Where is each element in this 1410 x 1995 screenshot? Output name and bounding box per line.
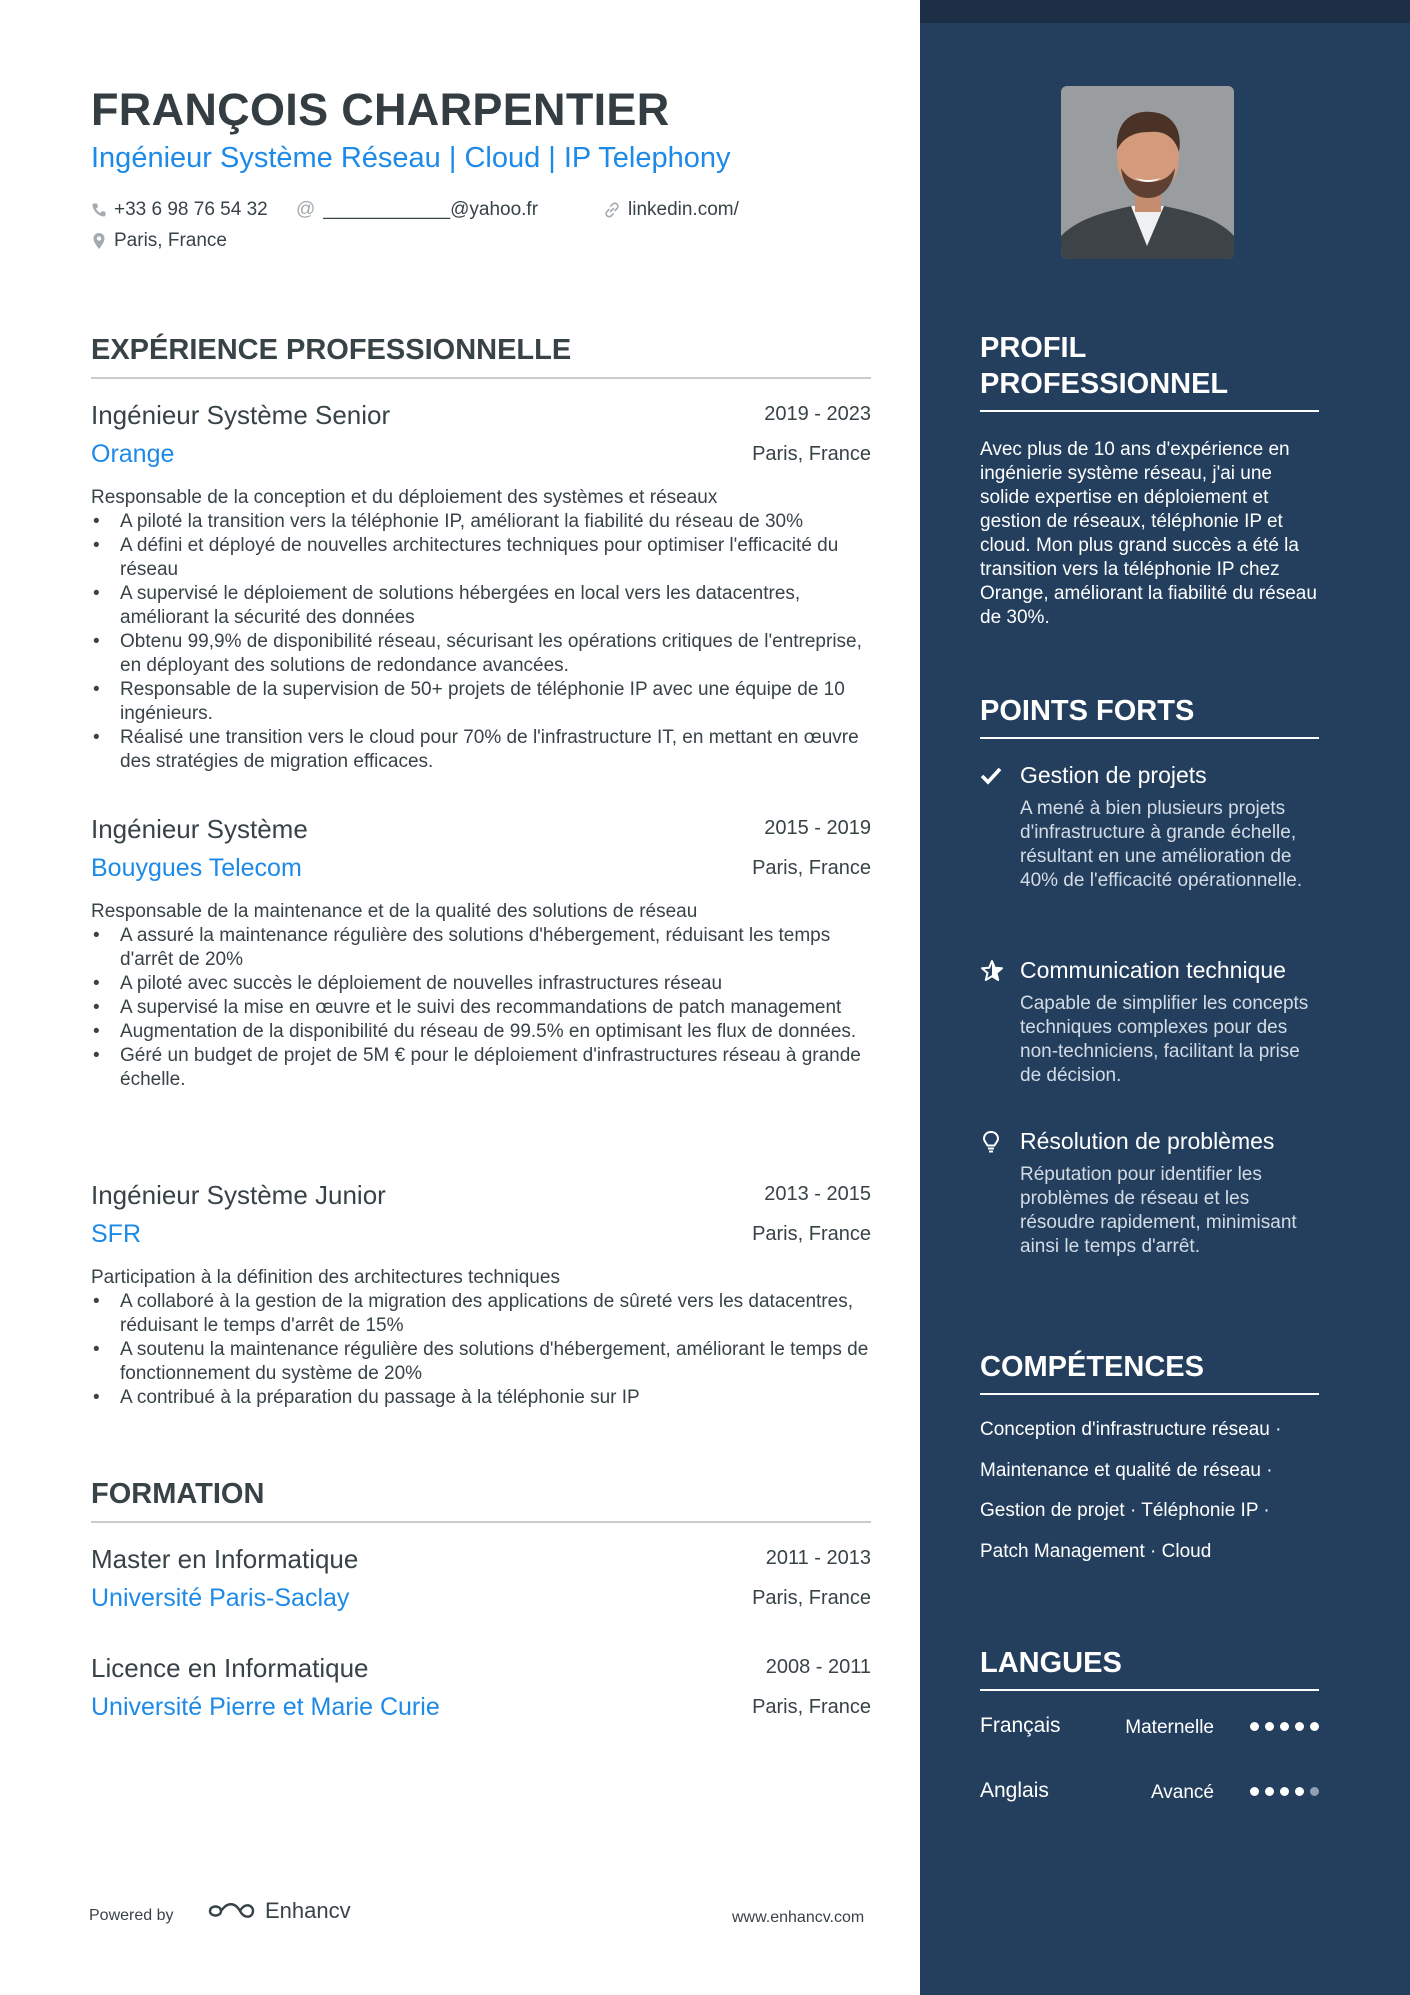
job-bullet: • Obtenu 99,9% de disponibilité réseau, sécurisant les opérations critiques de l'entreprise, en déployant des solutions de redondance avancées. [91,630,871,678]
degree-title: Licence en Informatique [91,1653,369,1683]
job-location: Paris, France [752,1223,871,1245]
profile-text: Avec plus de 10 ans d'expérience en ingénierie système réseau, j'ai une solide expertise en déploiement et gestion de réseaux, téléphonie IP et cloud. Mon plus grand succès a été la transition vers la téléphonie IP chez Orange, améliorant la fiabilité du réseau de 30%. [980,439,1317,628]
email-address[interactable]: ____________@yahoo.fr [323,199,539,220]
strength-description: Réputation pour identifier les problèmes de réseau et les résoudre rapidement, minimisant ainsi le temps d'arrêt. [1020,1164,1297,1257]
skills-line: Maintenance et qualité de réseau · [980,1460,1273,1481]
strength-item [980,1128,1325,1259]
star-icon [980,959,1004,983]
job-summary: Responsable de la maintenance et de la qualité des solutions de réseau [91,901,698,922]
skills-section-title: COMPÉTENCES [980,1349,1319,1395]
strength-title: Résolution de problèmes [1020,1128,1275,1154]
job-dates: 2015 - 2019 [764,817,871,839]
job-entry [91,1180,871,1410]
job-title: Ingénieur Système Senior [91,400,391,430]
skills-line: Conception d'infrastructure réseau · [980,1419,1282,1440]
contact-location [91,230,227,252]
job-bullet: • A collaboré à la gestion de la migration des applications de sûreté vers les datacentres, réduisant le temps d'arrêt de 15% [91,1290,871,1338]
job-bullets [91,1290,871,1410]
contact-phone [91,199,268,221]
job-dates: 2013 - 2015 [764,1183,871,1205]
rating-dot-empty [1310,1787,1319,1796]
job-bullet: • A contribué à la préparation du passage à la téléphonie sur IP [91,1386,871,1410]
language-item [980,1714,1319,1744]
strength-description: A mené à bien plusieurs projets d'infrastructure à grande échelle, résultant en une amélioration de 40% de l'efficacité opérationnelle. [1020,798,1303,891]
job-bullets [91,510,871,774]
job-entry [91,814,871,1092]
language-rating [1244,1722,1319,1731]
education-location: Paris, France [752,1696,871,1718]
at-icon: @ [296,199,316,220]
candidate-name: FRANÇOIS CHARPENTIER [91,84,670,135]
rating-dot-filled [1280,1722,1289,1731]
rating-dot-filled [1295,1787,1304,1796]
phone-number: +33 6 98 76 54 32 [114,199,268,220]
footer-url[interactable]: www.enhancv.com [732,1909,865,1926]
strength-title: Communication technique [1020,957,1286,983]
profile-photo [1061,86,1234,259]
school-name[interactable]: Université Paris-Saclay [91,1584,350,1612]
job-bullet: • Augmentation de la disponibilité du réseau de 99.5% en optimisant les flux de données. [91,1020,871,1044]
job-summary: Participation à la définition des architectures techniques [91,1267,560,1288]
education-location: Paris, France [752,1587,871,1609]
job-bullets [91,924,871,1092]
language-level: Maternelle [1125,1717,1214,1738]
degree-title: Master en Informatique [91,1544,359,1574]
link-icon [603,201,621,219]
location-pin-icon [91,232,107,250]
rating-dot-filled [1295,1722,1304,1731]
brand-name: Enhancv [265,1898,351,1923]
languages-section-title: LANGUES [980,1645,1319,1691]
job-location: Paris, France [752,443,871,465]
skills-line: Gestion de projet · Téléphonie IP · [980,1500,1270,1521]
strength-item [980,957,1325,1088]
language-level: Avancé [1150,1782,1214,1803]
strength-description: Capable de simplifier les concepts techniques complexes pour des non-techniciens, facilitant la prise de décision. [1020,993,1309,1086]
education-dates: 2011 - 2013 [765,1547,871,1569]
job-company[interactable]: Orange [91,440,175,468]
language-name: Anglais [980,1779,1049,1802]
job-entry [91,400,871,774]
rating-dot-filled [1250,1787,1259,1796]
strengths-section-title: POINTS FORTS [980,693,1319,739]
lightbulb-icon [980,1130,1002,1154]
checkmark-icon [980,766,1002,786]
job-bullet: • A supervisé la mise en œuvre et le suivi des recommandations de patch management [91,996,871,1020]
skills-line: Patch Management · Cloud [980,1541,1212,1562]
job-bullet: • A supervisé le déploiement de solutions hébergées en local vers les datacentres, améliorant la sécurité des données [91,582,871,630]
job-bullet: • A piloté avec succès le déploiement de nouvelles infrastructures réseau [91,972,871,996]
rating-dot-filled [1265,1722,1274,1731]
school-name[interactable]: Université Pierre et Marie Curie [91,1693,440,1721]
candidate-role: Ingénieur Système Réseau | Cloud | IP Telephony [91,142,731,174]
contact-email[interactable] [296,199,538,221]
education-dates: 2008 - 2011 [765,1656,871,1678]
job-bullet: • A piloté la transition vers la téléphonie IP, améliorant la fiabilité du réseau de 30% [91,510,871,534]
strength-item [980,762,1325,893]
education-entry [91,1653,871,1733]
rating-dot-filled [1310,1722,1319,1731]
language-rating [1244,1787,1319,1796]
job-dates: 2019 - 2023 [764,403,871,425]
phone-icon [91,202,107,218]
education-section-title: FORMATION [91,1478,871,1523]
experience-section-title: EXPÉRIENCE PROFESSIONNELLE [91,334,871,379]
location-text: Paris, France [114,230,227,251]
job-bullet: • Réalisé une transition vers le cloud pour 70% de l'infrastructure IT, en mettant en œuvre des stratégies de migration efficaces. [91,726,871,774]
job-company[interactable]: Bouygues Telecom [91,854,302,882]
brand-logo[interactable] [207,1898,351,1924]
enhancv-logo-icon [207,1898,255,1924]
job-bullet: • A soutenu la maintenance régulière des solutions d'hébergement, améliorant le temps de fonctionnement du système de 20% [91,1338,871,1386]
job-bullet: • A défini et déployé de nouvelles architectures techniques pour optimiser l'efficacité du réseau [91,534,871,582]
job-title: Ingénieur Système Junior [91,1180,386,1210]
rating-dot-filled [1265,1787,1274,1796]
job-bullet: • A assuré la maintenance régulière des solutions d'hébergement, réduisant les temps d'arrêt de 20% [91,924,871,972]
job-bullet: • Géré un budget de projet de 5M € pour le déploiement d'infrastructures réseau à grande échelle. [91,1044,871,1092]
job-bullet: • Responsable de la supervision de 50+ projets de téléphonie IP avec une équipe de 10 ingénieurs. [91,678,871,726]
rating-dot-filled [1280,1787,1289,1796]
profile-section-title: PROFIL PROFESSIONNEL [980,330,1319,412]
contact-linkedin[interactable] [603,199,739,221]
strength-title: Gestion de projets [1020,762,1207,788]
job-title: Ingénieur Système [91,814,308,844]
sidebar-top-band [920,0,1410,23]
job-location: Paris, France [752,857,871,879]
linkedin-url[interactable]: linkedin.com/ [628,199,739,220]
rating-dot-filled [1250,1722,1259,1731]
education-entry [91,1544,871,1624]
job-summary: Responsable de la conception et du déploiement des systèmes et réseaux [91,487,718,508]
job-company[interactable]: SFR [91,1220,141,1248]
powered-by-label: Powered by [89,1907,174,1924]
language-item [980,1779,1319,1809]
language-name: Français [980,1714,1061,1737]
